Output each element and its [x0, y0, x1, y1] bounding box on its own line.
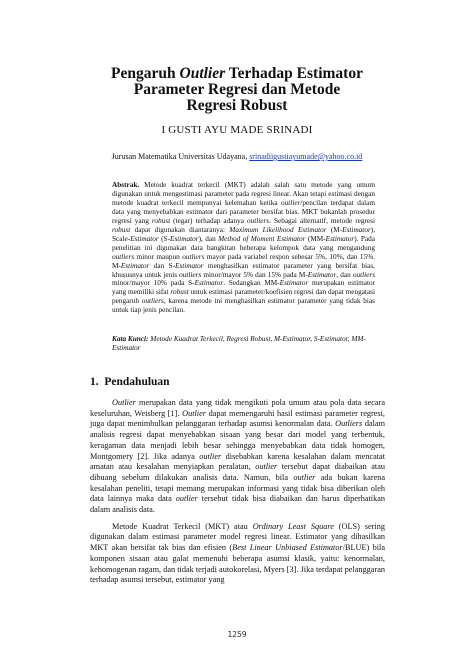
abstract-segment: Estimator [194, 279, 224, 288]
abstract-segment: outliers [246, 216, 270, 225]
abstract-segment: Estimator [307, 270, 337, 279]
keywords-label: Kata Kunci: [112, 335, 149, 343]
paragraph-1-segment: tersebut tidak bisa diabaikan dan harus diperhatikan dalam analisis data. [90, 494, 385, 515]
page-number: 1259 [227, 630, 247, 639]
abstract-segment: Estimator [342, 225, 371, 234]
abstract-segment: minor/mayor 5% dan 15% pada M- [201, 270, 308, 279]
abstract-label: Abstrak. [112, 181, 140, 189]
paragraph-2-segment: (OLS) sering digunakan dalam estimasi parameter model regresi linear. Estimator yang dihasilkan MKT akan bersifat tak bias dan efisien ( [90, 521, 385, 553]
abstract-body [112, 181, 375, 314]
abstract-segment: outliers [112, 252, 135, 261]
paragraph-2-segment: /BLUE) bila komponen sisaan atau galat memenuhi beberapa asumsi klasik, yaitu: kenormalan, kehomogenan ragam, dan tidak terjadi autokorelasi, Myers [3]. Jika terdapat pelanggaran terhadap asumsi tersebut, estimator yang [90, 543, 386, 585]
abstract-segment: (tegar) terhadap adanya [170, 216, 247, 225]
paragraph-1-segment: outlier [293, 472, 316, 482]
abstract [112, 181, 375, 315]
abstract-segment: outliers [182, 252, 205, 261]
abstract-segment: untuk estimasi parameter/koefisien regresi dan dapat mengatasi pengaruh [112, 288, 375, 306]
abstract-segment: minor maupun [134, 252, 183, 261]
paragraph-1-segment: disebabkan karena kesalahan dalam mencatat amatan atau kesalahan menyiapkan peralatan, [90, 451, 385, 472]
paragraph-1-segment: ada bukan karena kesalahan peneliti, tetapi memang merupakan informasi yang tidak bisa diberikan oleh data lainnya maka data [90, 472, 386, 504]
paragraph-1-segment: merupakan data yang tidak mengikuti pola umum atau pola data secara keseluruhan, Weisberg [1]. [90, 398, 385, 418]
abstract-segment: /pencilan terdapat dalam data yang menyebabkan estimator dari parameter bersifat bias. MKT bukanlah prosedur regresi yang [112, 198, 375, 225]
abstract-segment: robust [151, 216, 171, 225]
paragraph-2-segment: Ordinary Least Square [252, 521, 334, 531]
abstract-segment: Method of Moment Estimator [218, 234, 306, 243]
title-line-1: Pengaruh Outlier Terhadap Estimator [111, 65, 363, 82]
abstract-segment: outlier [281, 198, 301, 207]
paragraph-2 [90, 522, 385, 586]
paragraph-1-segment: Outliers [335, 419, 363, 429]
abstract-segment: Estimator [325, 234, 355, 243]
abstract-segment: (S- [158, 234, 171, 243]
abstract-segment: ), Scale- [112, 225, 376, 243]
paragraph-1-segment: outlier [175, 494, 198, 504]
paragraph-1 [90, 398, 385, 516]
abstract-segment: Estimator [120, 261, 150, 270]
abstract-segment: , karena metode ini menghasilkan estimator parameter yang tidak bias untuk tiap jenis pencilan. [112, 297, 375, 315]
section-title: Pendahuluan [104, 376, 170, 388]
paragraph-1-segment: tersebut dapat diabaikan atau dibuang sebelum dilakukan analisis data. Namun, bila [90, 462, 385, 482]
abstract-segment: robust [112, 225, 131, 234]
title-line-3: Regresi Robust [186, 97, 288, 114]
paragraph-2-segment: Best Linear Unbiased Estimator [232, 543, 343, 553]
paragraph-1-segment: Outlier [182, 408, 206, 418]
paragraph-2-segment: Metode Kuadrat Terkecil (MKT) atau [112, 521, 253, 531]
affiliation [0, 152, 474, 161]
section-heading [90, 376, 170, 388]
body-text [90, 398, 385, 586]
paragraph-1-segment: dapat memengaruhi hasil estimasi parameter regresi, juga dapat menimbulkan pelanggaran terhadap asumsi kenormalan data. [90, 408, 385, 429]
abstract-segment: Metode kuadrat terkecil (MKT) adalah salah satu metode yang umum digunakan untuk mengestimasi parameter pada regresi linear. Akan tetapi estimasi dengan metode kuadrat terkecil mempunyai kelemahan ketika [112, 181, 375, 207]
author-name: I GUSTI AYU MADE SRINADI [161, 124, 313, 136]
keywords-text: Metode Kuadrat Terkecil, Regresi Robust, M-Estimator, S-Estimator, MM-Estimator [112, 335, 366, 352]
abstract-segment: ). Pada penelitian ini digunakan data bangkitan beberapa kelompok data yang mengandung [112, 234, 375, 252]
abstract-segment: Estimator [175, 261, 204, 270]
abstract-segment: , dan [336, 270, 353, 279]
abstract-segment: Estimator [130, 234, 159, 243]
abstract-segment: outliers [352, 270, 376, 279]
title-line-2: Parameter Regresi dan Metode [133, 81, 341, 98]
abstract-segment: robust [170, 288, 189, 297]
abstract-segment: dan S- [149, 261, 176, 270]
paragraph-1-segment: Outlier [112, 398, 136, 407]
abstract-segment: . Sedangkan MM- [223, 279, 280, 288]
section-number: 1. [90, 376, 99, 388]
abstract-segment: mayor pada variabel respon sebesar 5%, 10%, dan 15%. M- [112, 252, 375, 270]
paragraph-1-segment: outlier [199, 451, 222, 461]
paper-title [0, 66, 474, 114]
abstract-segment: dapat digunakan diantaranya: [130, 225, 230, 234]
abstract-segment: menghasilkan estimator parameter yang bersifat bias, khususnya untuk jenis [112, 261, 375, 279]
paragraph-1-segment: dalam analisis regresi dapat menyebabkan sisaan yang besar dari model yang terbentuk, keragaman data menjadi lebih besar sehingga menyebabkan data tidak homogen, Montgomery [2]. Jika adanya [90, 419, 385, 461]
keywords [112, 335, 375, 353]
paragraph-1-segment: outlier [255, 462, 278, 472]
abstract-segment: outliers [141, 297, 164, 306]
abstract-segment: Estimator [279, 279, 309, 288]
abstract-segment: Maximum Likelihood Estimator [229, 225, 327, 234]
abstract-segment: Estimator [170, 234, 199, 243]
email-link[interactable]: srinadiigustiayumade@yahoo.co.id [249, 152, 363, 161]
abstract-segment: (M- [326, 225, 343, 234]
abstract-segment: merupakan estimator yang memiliki sifat [112, 279, 376, 297]
abstract-segment: outliers [179, 270, 202, 279]
affiliation-text: Jurusan Matematika Universitas Udayana, [111, 152, 250, 161]
abstract-segment: minor/mayor 10% pada S- [112, 279, 195, 288]
abstract-segment: (MM- [305, 234, 326, 243]
abstract-segment: . Sebagai alternatif, metode regresi [269, 216, 375, 225]
abstract-segment: ), dan [198, 234, 219, 243]
